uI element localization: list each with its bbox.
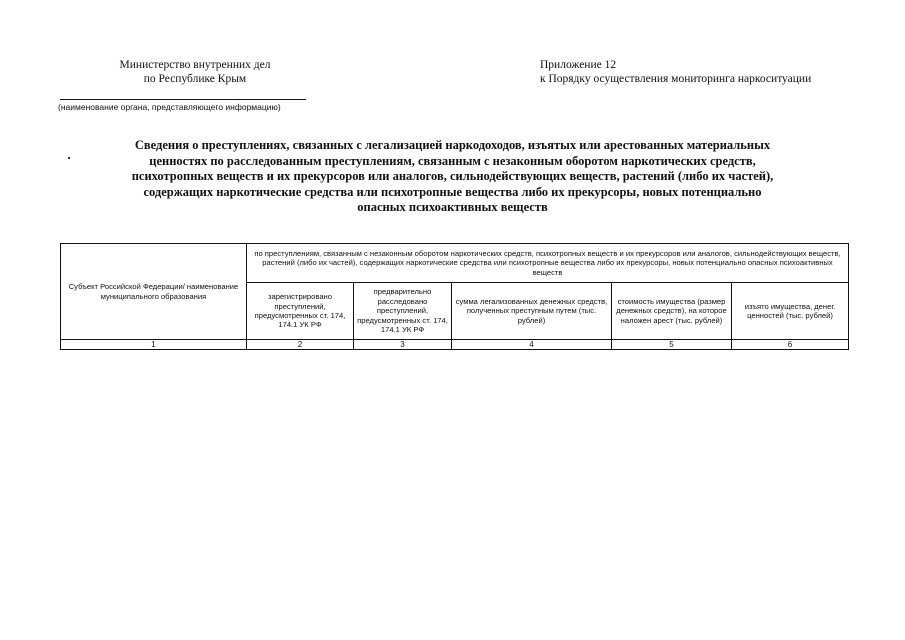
column-header-registered: зарегистрировано преступлений, предусмотренных ст. 174, 174.1 УК РФ [247, 283, 354, 340]
appendix-note [540, 58, 811, 86]
title-line-5: опасных психоактивных веществ [357, 200, 548, 214]
column-header-laundered-sum: сумма легализованных денежных средств, полученных преступным путем (тыс. рублей) [452, 283, 612, 340]
column-number: 2 [247, 340, 354, 350]
title-line-4: содержащих наркотические средства или психотропные вещества либо их прекурсоры, новых потенциально [143, 184, 762, 199]
column-number: 1 [61, 340, 247, 350]
ministry-line-1: Министерство внутренних дел [119, 59, 271, 71]
column-number: 6 [732, 340, 849, 350]
title-line-1: Сведения о преступлениях, связанных с легализацией наркодоходов, изъятых или арестованных материальных [134, 138, 771, 152]
column-number: 4 [452, 340, 612, 350]
column-number: 5 [612, 340, 732, 350]
appendix-line-2: к Порядку осуществления мониторинга наркоситуации [540, 73, 812, 85]
column-header-arrested-property: стоимость имущества (размер денежных средств), на которое наложен арест (тыс. рублей) [612, 283, 732, 340]
column-header-investigated: предварительно расследовано преступлений, предусмотренных ст. 174, 174.1 УК РФ [354, 283, 452, 340]
column-number: 3 [354, 340, 452, 350]
column-header-seized-property: изъято имущества, денег. ценностей (тыс. рублей) [732, 283, 849, 340]
title-line-3: психотропных веществ и их прекурсоров или аналогов, сильнодействующих веществ, растений (либо их частей), [131, 169, 774, 183]
appendix-line-1: Приложение 12 [540, 59, 617, 71]
title-line-2: ценностях по расследованным преступлениям, связанным с незаконным оборотом наркотических средств, [149, 153, 756, 168]
ministry-name [60, 58, 330, 86]
document-title [40, 138, 865, 216]
ministry-line-2: по Республике Крым [143, 73, 247, 85]
organ-caption: (наименование органа, представляющего информацию) [58, 102, 281, 112]
group-header-cell: по преступлениям, связанным с незаконным оборотом наркотических средств, психотропных веществ и их прекурсоров или аналогов, сильнодействующих веществ, растений (либо их частей), содержащих наркотические средства или психотропные вещества либо их прекурсоры, новых потенциально опасных психоактивных веществ [247, 244, 849, 283]
subject-header-cell: Субъект Российской Федерации/ наименование муниципального образования [61, 244, 247, 340]
data-table [60, 243, 849, 350]
column-numbers-row [61, 340, 849, 350]
table-header-row-1 [61, 244, 849, 283]
organ-underline [60, 99, 306, 100]
